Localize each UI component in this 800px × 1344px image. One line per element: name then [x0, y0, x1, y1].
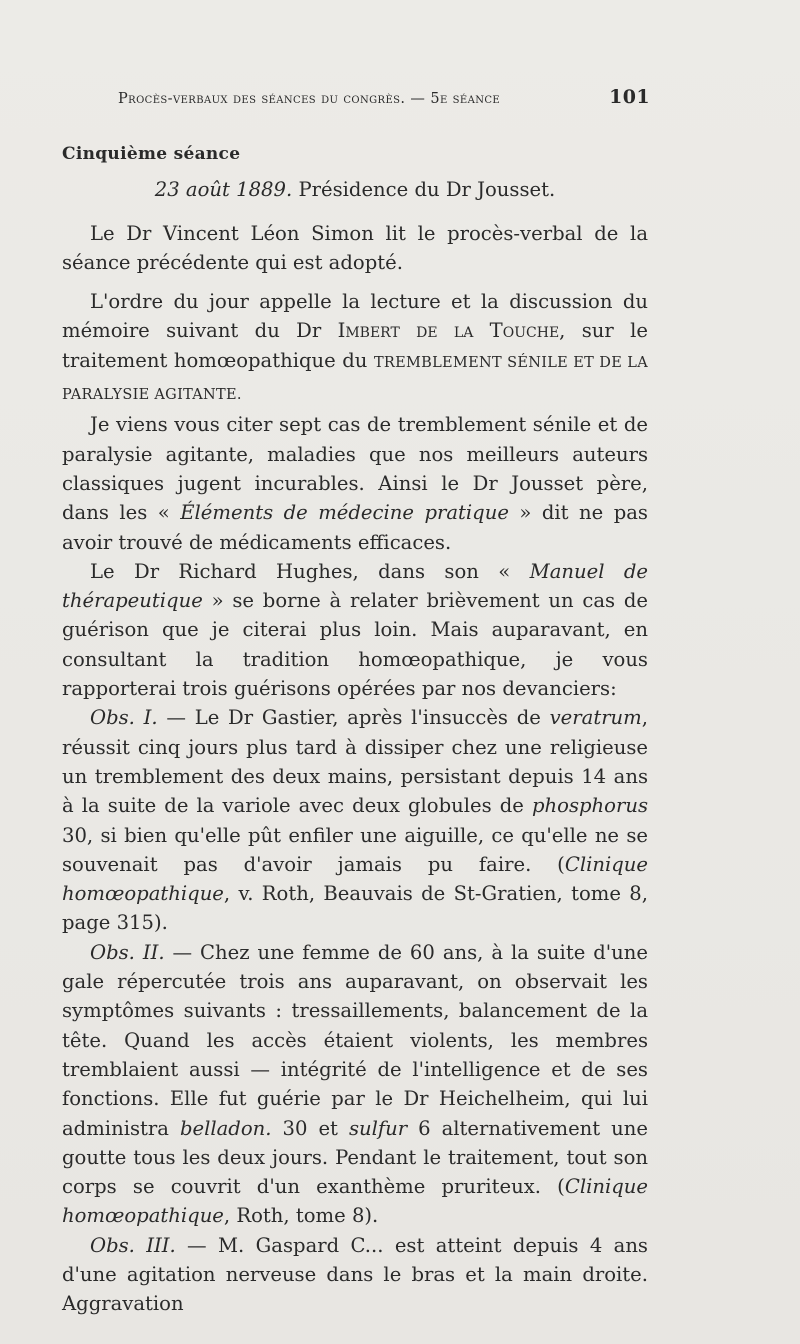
obs2-remedy-2: sulfur — [348, 1116, 408, 1140]
obs1-label: Obs. I. — [90, 706, 158, 730]
agenda-text-1: L'ordre du jour appelle la lecture et la discussion du mémoire suivant du Dr — [62, 290, 648, 343]
obs2-label: Obs. II. — [90, 940, 165, 964]
obs2-text-3: 6 alternativement une goutte tous les deux jours. Pendant le traitement, tout son corps se couvrit d'un exanthème pruriteux. ( — [62, 1116, 649, 1199]
paragraph-hughes — [62, 557, 648, 703]
hughes-text-2: » se borne à relater brièvement un cas de guérison que je citerai plus loin. Mais auparavant, en consultant la tradition homœopathique, je vous rapporterai trois guérisons opérées par nos devanciers: — [62, 589, 648, 701]
obs3-label: Obs. III. — [90, 1233, 176, 1257]
intro-text-1: Je viens vous citer sept cas de tremblement sénile et de paralysie agitante, maladies que nos meilleurs auteurs classiques jugent incurables. Ainsi le Dr Jousset père, dans les « — [62, 413, 648, 525]
obs1-text-2: , réussit cinq jours plus tard à dissiper chez une religieuse un tremblement des deux mains, persistant depuis 14 ans à la suite de la variole avec deux globules de — [62, 706, 648, 818]
section-dateline — [62, 175, 648, 204]
obs1-remedy-2: phosphorus — [531, 794, 648, 818]
session-presidency: Présidence du Dr Jousset. — [298, 178, 556, 202]
obs2-text-4: , Roth, tome 8). — [223, 1204, 379, 1228]
intro-text-2: » dit ne pas avoir trouvé de médicaments efficaces. — [62, 501, 648, 554]
obs2-text-1: — Chez une femme de 60 ans, à la suite d'une gale répercutée trois ans auparavant, on observait les symptômes suivants : tressaillements, balancement de la tête. Quand les accès étaient violents, les membres tremblaient aussi — intégrité de l'intelligence et de ses fonctions. Elle fut guérie par le Dr Heichelheim, qui lui administra — [62, 940, 648, 1140]
obs2-source: Clinique homœopathique — [62, 1175, 648, 1228]
obs1-remedy-1: veratrum — [549, 706, 642, 730]
agenda-subject: TREMBLEMENT SÉNILE ET DE LA PARALYSIE AGITANTE. — [62, 354, 648, 404]
section-heading: Cinquième séance — [62, 144, 241, 164]
paragraph-agenda — [62, 287, 648, 410]
observation-2 — [62, 938, 648, 1231]
obs1-source: Clinique homœopathique — [62, 852, 648, 906]
obs1-text-3: 30, si bien qu'elle pût enfiler une aiguille, ce qu'elle ne se souvenait pas d'avoir jamais pu faire. ( — [62, 823, 648, 876]
agenda-text-2: , sur le traitement homœopathique du — [62, 319, 648, 372]
body-text — [62, 138, 648, 1319]
obs2-remedy-1: belladon. — [179, 1116, 272, 1140]
obs3-text-1: — M. Gaspard C... est atteint depuis 4 ans d'une agitation nerveuse dans le bras et la main droite. Aggravation — [62, 1233, 648, 1316]
hughes-book-title: Manuel de thérapeutique — [62, 559, 649, 613]
session-date: 23 août 1889. — [154, 178, 293, 202]
running-title: Procès-verbaux des séances du congrès. — 5e séance — [118, 91, 501, 107]
observation-3 — [62, 1231, 648, 1319]
observation-1 — [62, 703, 648, 937]
agenda-author: Imbert de la Touche — [337, 319, 560, 343]
running-header — [118, 86, 650, 108]
intro-book-title: Éléments de médecine pratique — [180, 501, 509, 525]
paragraph-minutes: Le Dr Vincent Léon Simon lit le procès-verbal de la séance précédente qui est adopté. — [62, 221, 648, 274]
paragraph-intro — [62, 410, 648, 556]
obs1-text-1: — Le Dr Gastier, après l'insuccès de — [157, 706, 550, 730]
obs2-text-2: 30 et — [271, 1116, 349, 1140]
hughes-text-1: Le Dr Richard Hughes, dans son « — [90, 559, 530, 583]
page-number: 101 — [609, 86, 650, 108]
obs1-text-4: , v. Roth, Beauvais de St-Gratien, tome 8, page 315). — [62, 882, 648, 935]
